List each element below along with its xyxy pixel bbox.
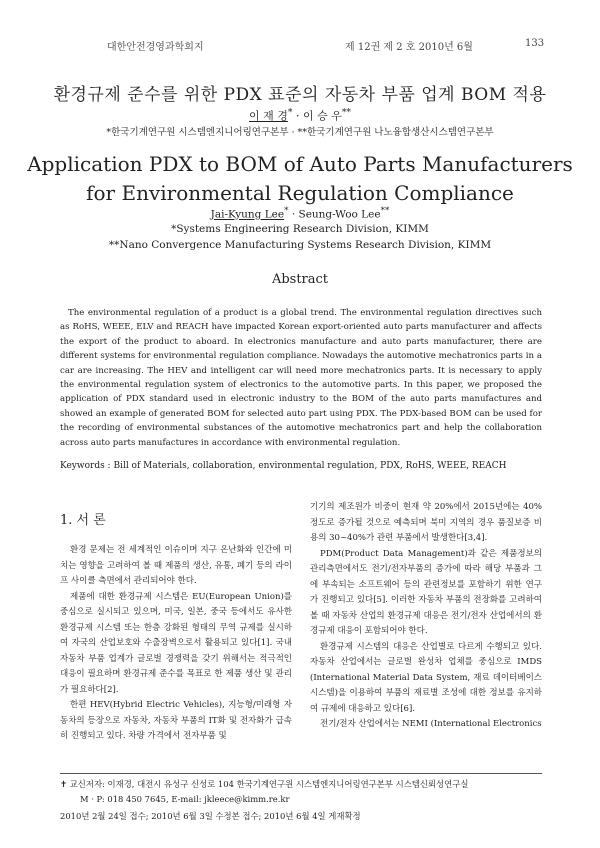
- footnote-divider: [60, 773, 542, 774]
- abstract-body: The environmental regulation of a product is a global trend. The environmental regulation directives such as RoHS, WEEE, ELV and REACH have impacted Korean export-oriented auto parts manufacturer and affects the export of the product to aboard. In electronics manufacture and auto parts manufacturer, there are different systems for environmental regulation compliance. Nowadays the automotive mechatronics parts in a car are increasing. The HEV and intelligent car will need more mechatronics parts. It is necessary to apply the environmental regulation system of electronics to the automotive parts. In this paper, we proposed the application of PDX standard used in electronic industry to the BOM of the auto parts manufactures and showed an example of generated BOM for selected auto part using PDX. The PDX-based BOM can be used for the recording of environmental substances of the automotive mechatronics part and help the collaboration across auto parts manufactures in accordance with environmental regulation.: [60, 308, 542, 448]
- journal-name: 대한안전경영과학회지: [107, 42, 204, 53]
- submission-dates: 2010년 2월 24일 접수; 2010년 6월 3일 수정본 접수; 2010년 6월 4일 게재확정: [60, 811, 361, 821]
- korean-author-separator: ·: [292, 109, 303, 123]
- korean-authors: [0, 107, 600, 124]
- english-author-separator: ·: [288, 208, 299, 221]
- korean-author-2-mark: **: [341, 107, 351, 118]
- right-column: [310, 500, 542, 733]
- korean-author-1: 이 재 경: [249, 109, 288, 123]
- paragraph: 환경 문제는 전 세계적인 이슈이며 지구 온난화와 인간에 미치는 영향을 고려하여 볼 때 제품의 생산, 유통, 폐기 등의 라이프 사이클 측면에서 관리되어야 한다.: [60, 545, 292, 586]
- keywords: Keywords : Bill of Materials, collaboration, environmental regulation, PDX, RoHS, WEEE, REACH: [60, 461, 507, 471]
- english-title-line-1: Application PDX to BOM of Auto Parts Manufacturers: [27, 152, 573, 176]
- korean-author-2: 이 승 우: [302, 109, 342, 123]
- english-affiliation-1: *Systems Engineering Research Division, KIMM: [171, 223, 429, 235]
- korean-affiliations: *한국기계연구원 시스템엔지니어링연구본부 · **한국기계연구원 나노융합생산시스템연구본부: [106, 127, 494, 138]
- english-author-1-mark: *: [284, 206, 289, 216]
- footnote: [60, 777, 550, 824]
- section-heading: 1. 서 론: [60, 513, 106, 528]
- korean-author-1-mark: *: [287, 107, 293, 118]
- paragraph: PDM(Product Data Management)과 같은 제품정보의 관리측면에서도 전기/전자부품의 증가에 따라 해당 부품과 그에 부속되는 소프트웨어 등의 관련정보를 포함하기 위한 연구가 진행되고 있다[5]. 이러한 자동차 부품의 전장화를 고려하여 볼 때 자동차 산업의 환경규제 대응은 전기/전자 산업에서의 환경규제 대응이 포함되어야 한다.: [310, 548, 542, 636]
- english-author-2: Seung-Woo Lee: [298, 208, 381, 221]
- page-number: 133: [525, 38, 545, 49]
- english-title: [0, 150, 600, 208]
- left-column: [60, 543, 292, 745]
- paragraph: 한편 HEV(Hybrid Electric Vehicles), 지능형/미래형 자동차의 등장으로 자동차, 자동차 부품의 IT화 및 전자화가 급속히 진행되고 있다. 차량 가격에서 전자부품 및: [60, 700, 292, 741]
- english-authors: [0, 206, 600, 221]
- corresponding-author: ✝ 교신저자: 이재경, 대전시 유성구 신성로 104 한국기계연구원 시스템엔지니어링연구본부 시스템신뢰성연구실: [60, 779, 469, 789]
- english-author-1: Jai-Kyung Lee: [210, 208, 285, 221]
- korean-title: 환경규제 준수를 위한 PDX 표준의 자동차 부품 업계 BOM 적용: [53, 85, 547, 105]
- english-author-2-mark: **: [380, 206, 390, 216]
- contact-info: M · P: 018 450 7645, E-mail: jkleece@kimm.re.kr: [80, 794, 290, 804]
- english-title-line-2: for Environmental Regulation Compliance: [86, 181, 514, 205]
- paragraph: 제품에 대한 환경규제 시스템은 EU(European Union)를 중심으로 실시되고 있으며, 미국, 일본, 중국 등에서도 유사한 환경규제 시스템 또는 한층 강화된 형태의 무역 규제를 실시하여 자국의 산업보호와 수출장벽으로서 활용되고 있다[1]. 국내 자동차 부품 업계가 글로벌 경쟁력을 갖기 위해서는 적극적인 대응이 필요하며 환경규제 준수를 목표로 한 제품 생산 및 관리가 필요하다[2].: [60, 591, 292, 695]
- abstract-heading: Abstract: [271, 272, 329, 287]
- paragraph: 기기의 제조원가 비중이 현재 약 20%에서 2015년에는 40% 정도로 증가될 것으로 예측되며 북미 지역의 경우 품질보증 비용의 30~40%가 관련 부품에서 발생한다[3,4].: [310, 502, 542, 543]
- issue-info: 제 12권 제 2 호 2010년 6월: [345, 42, 473, 53]
- english-affiliation-2: **Nano Convergence Manufacturing Systems Research Division, KIMM: [108, 239, 492, 251]
- paragraph: 전기/전자 산업에서는 NEMI (International Electronics: [320, 719, 542, 729]
- paragraph: 환경규제 시스템의 대응은 산업별로 다르게 수행되고 있다. 자동차 산업에서는 글로벌 완성차 업체를 중심으로 IMDS (International Material Data System, 재료 데이터베이스 시스템)을 이용하여 부품의 재료별 조성에 대한 정보를 유지하여 규제에 대응하고 있다[6].: [310, 641, 542, 714]
